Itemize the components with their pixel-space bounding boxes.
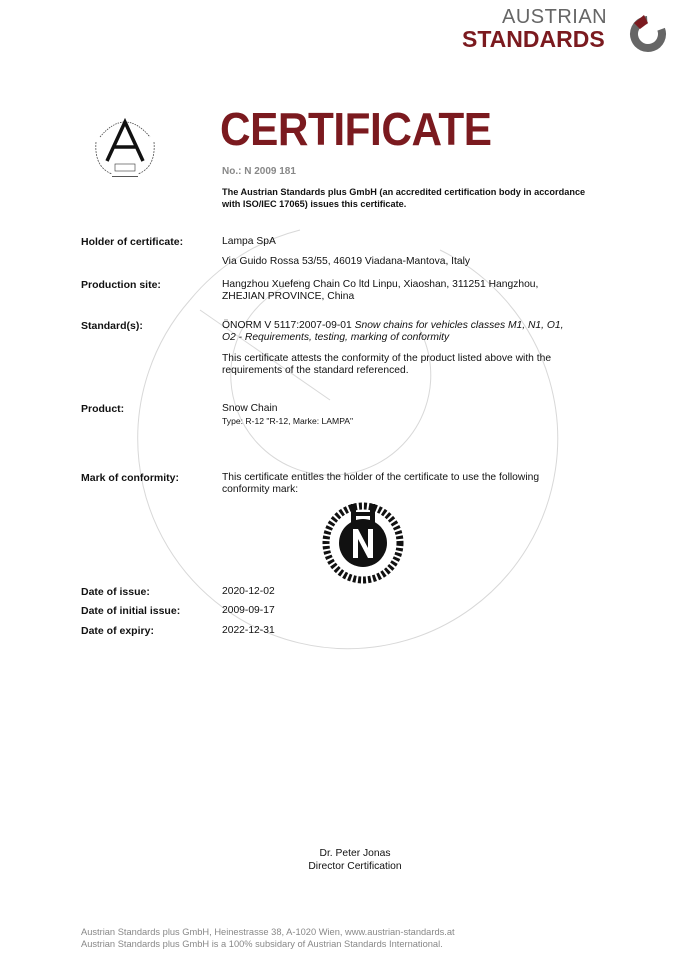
mark-line1: This certificate entitles the holder of the certificate to use the following	[222, 472, 540, 483]
holder-address: Via Guido Rossa 53/55, 46019 Viadana-Mantova, Italy	[222, 256, 471, 267]
mark-label: Mark of conformity:	[81, 472, 180, 484]
signatory-name: Dr. Peter Jonas	[319, 848, 391, 859]
page-title: CERTIFICATE	[220, 103, 492, 155]
signatory-role: Director Certification	[308, 861, 402, 872]
brand-line2: STANDARDS	[462, 26, 605, 52]
brand-ring-icon	[626, 11, 670, 55]
standard-code: ÖNORM V 5117:2007-09-01	[222, 320, 355, 331]
holder-label: Holder of certificate:	[81, 236, 184, 248]
production-line1: Hangzhou Xuefeng Chain Co ltd Linpu, Xiaoshan, 311251 Hangzhou,	[222, 279, 539, 290]
product-label: Product:	[81, 403, 125, 415]
accreditation-seal	[90, 112, 160, 184]
production-label: Production site:	[81, 279, 161, 291]
initial-date: 2009-09-17	[222, 605, 275, 616]
brand-logo	[462, 8, 672, 54]
issue-date: 2020-12-02	[222, 586, 275, 597]
standard-title: Snow chains for vehicles classes M1, N1, O1,	[354, 320, 564, 331]
product-type: Type: R-12 "R-12, Marke: LAMPA"	[222, 416, 354, 426]
footer-line1: Austrian Standards plus GmbH, Heinestrasse 38, A-1020 Wien, www.austrian-standards.at	[81, 927, 455, 937]
production-line2: ZHEJIAN PROVINCE, China	[222, 291, 355, 302]
issue-label: Date of issue:	[81, 586, 150, 598]
mark-line2: conformity mark:	[222, 484, 299, 495]
intro-text: The Austrian Standards plus GmbH (an accredited certification body in accordance with ISO/IEC 17065) issues this certificate.	[222, 187, 586, 209]
product-name: Snow Chain	[222, 403, 278, 414]
initial-label: Date of initial issue:	[81, 605, 181, 617]
standard-line1	[222, 320, 563, 332]
standard-title-2: O2 - Requirements, testing, marking of conformity	[222, 332, 450, 343]
certificate-number: No.: N 2009 181	[222, 166, 296, 177]
expiry-date: 2022-12-31	[222, 625, 275, 636]
expiry-label: Date of expiry:	[81, 625, 154, 637]
standard-label: Standard(s):	[81, 320, 143, 332]
onorm-conformity-mark	[318, 496, 408, 586]
attest-line2: requirements of the standard referenced.	[222, 365, 409, 376]
brand-line1: AUSTRIAN	[502, 6, 608, 28]
holder-name: Lampa SpA	[222, 236, 276, 247]
footer-line2: Austrian Standards plus GmbH is a 100% subsidary of Austrian Standards International.	[81, 939, 443, 949]
attest-line1: This certificate attests the conformity of the product listed above with the	[222, 353, 552, 364]
